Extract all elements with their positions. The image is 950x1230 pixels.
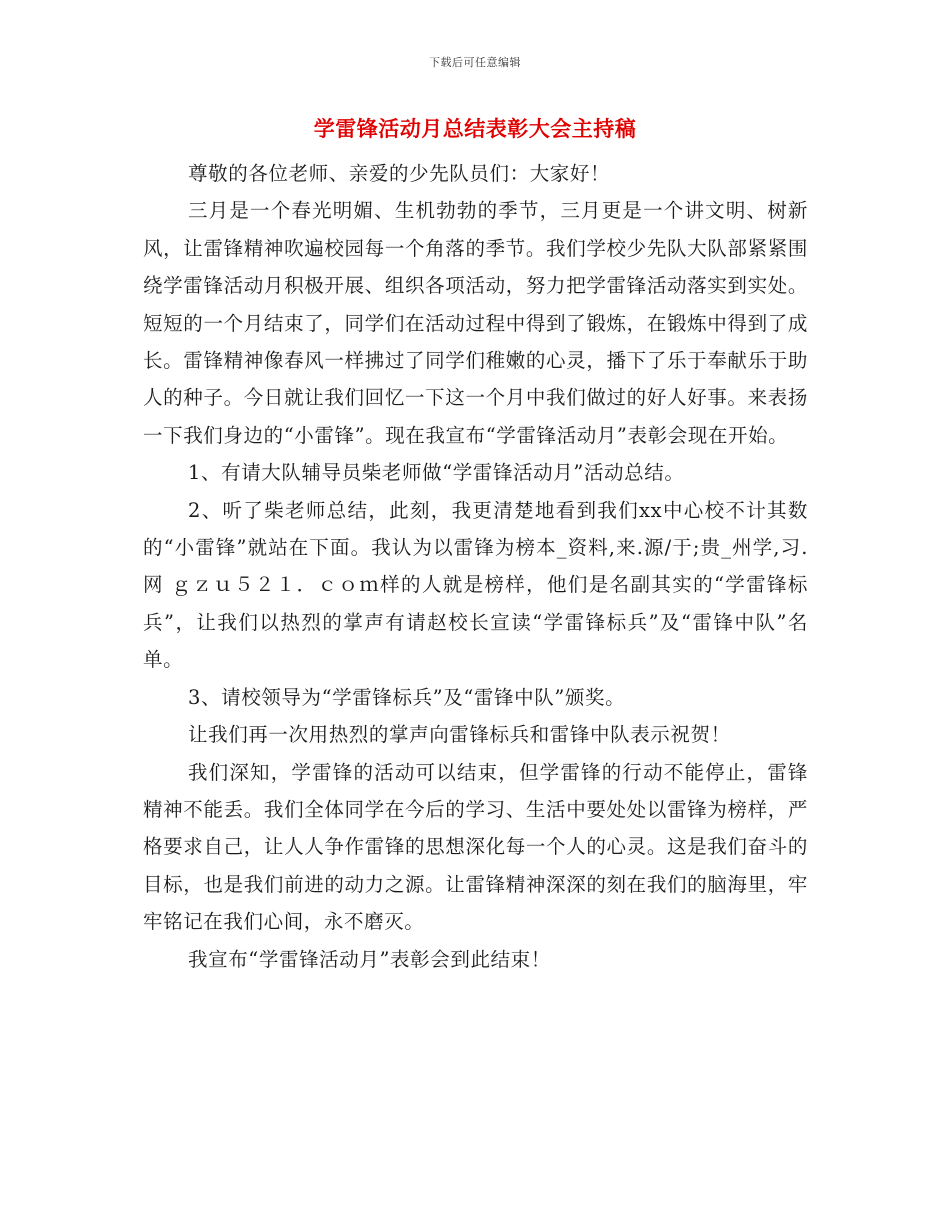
paragraph-item-1: 1、有请大队辅导员柴老师做“学雷锋活动月”活动总结。 [188,461,685,485]
paragraph-conclusion: 我们深知，学雷锋的活动可以结束，但学雷锋的行动不能停止，雷锋精神不能丢。我们全体同学在今后的学习、生活中要处处以雷锋为榜样，严格要求自己，让人人争作雷锋的思想深化每一个人的心灵。这是我们奋斗的目标，也是我们前进的动力之源。让雷锋精神深深的刻在我们的脑海里，牢牢铭记在我们心间，永不磨灭。 [143,760,808,934]
document-body [143,155,808,978]
header-note: 下载后可任意编辑 [429,56,521,69]
paragraph-item-2: 2、听了柴老师总结，此刻，我更清楚地看到我们xx中心校不计其数的“小雷锋”就站在下面。我认为以雷锋为榜本_资料,来.源/于;贵_州学,习.网 ｇｚｕ５２１．ｃｏｍ样的人就是榜样，他们是名副其实的“学雷锋标兵”，让我们以热烈的掌声有请赵校长宣读“学雷锋标兵”及“雷锋中队”名单。 [143,498,808,672]
paragraph-greeting: 尊敬的各位老师、亲爱的少先队员们：大家好！ [188,162,611,185]
paragraph-congratulation: 让我们再一次用热烈的掌声向雷锋标兵和雷锋中队表示祝贺！ [188,723,731,747]
paragraph-opening: 三月是一个春光明媚、生机勃勃的季节，三月更是一个讲文明、树新风，让雷锋精神吹遍校园每一个角落的季节。我们学校少先队大队部紧紧围绕学雷锋活动月积极开展、组织各项活动，努力把学雷锋活动落实到实处。短短的一个月结束了，同学们在活动过程中得到了锻炼，在锻炼中得到了成长。雷锋精神像春风一样拂过了同学们稚嫩的心灵，播下了乐于奉献乐于助人的种子。今日就让我们回忆一下这一个月中我们做过的好人好事。来表扬一下我们身边的“小雷锋”。现在我宣布“学雷锋活动月”表彰会现在开始。 [143,199,808,447]
paragraph-closing: 我宣布“学雷锋活动月”表彰会到此结束！ [188,947,551,971]
document-title: 学雷锋活动月总结表彰大会主持稿 [313,116,637,141]
paragraph-item-3: 3、请校领导为“学雷锋标兵”及“雷锋中队”颁奖。 [188,685,626,709]
